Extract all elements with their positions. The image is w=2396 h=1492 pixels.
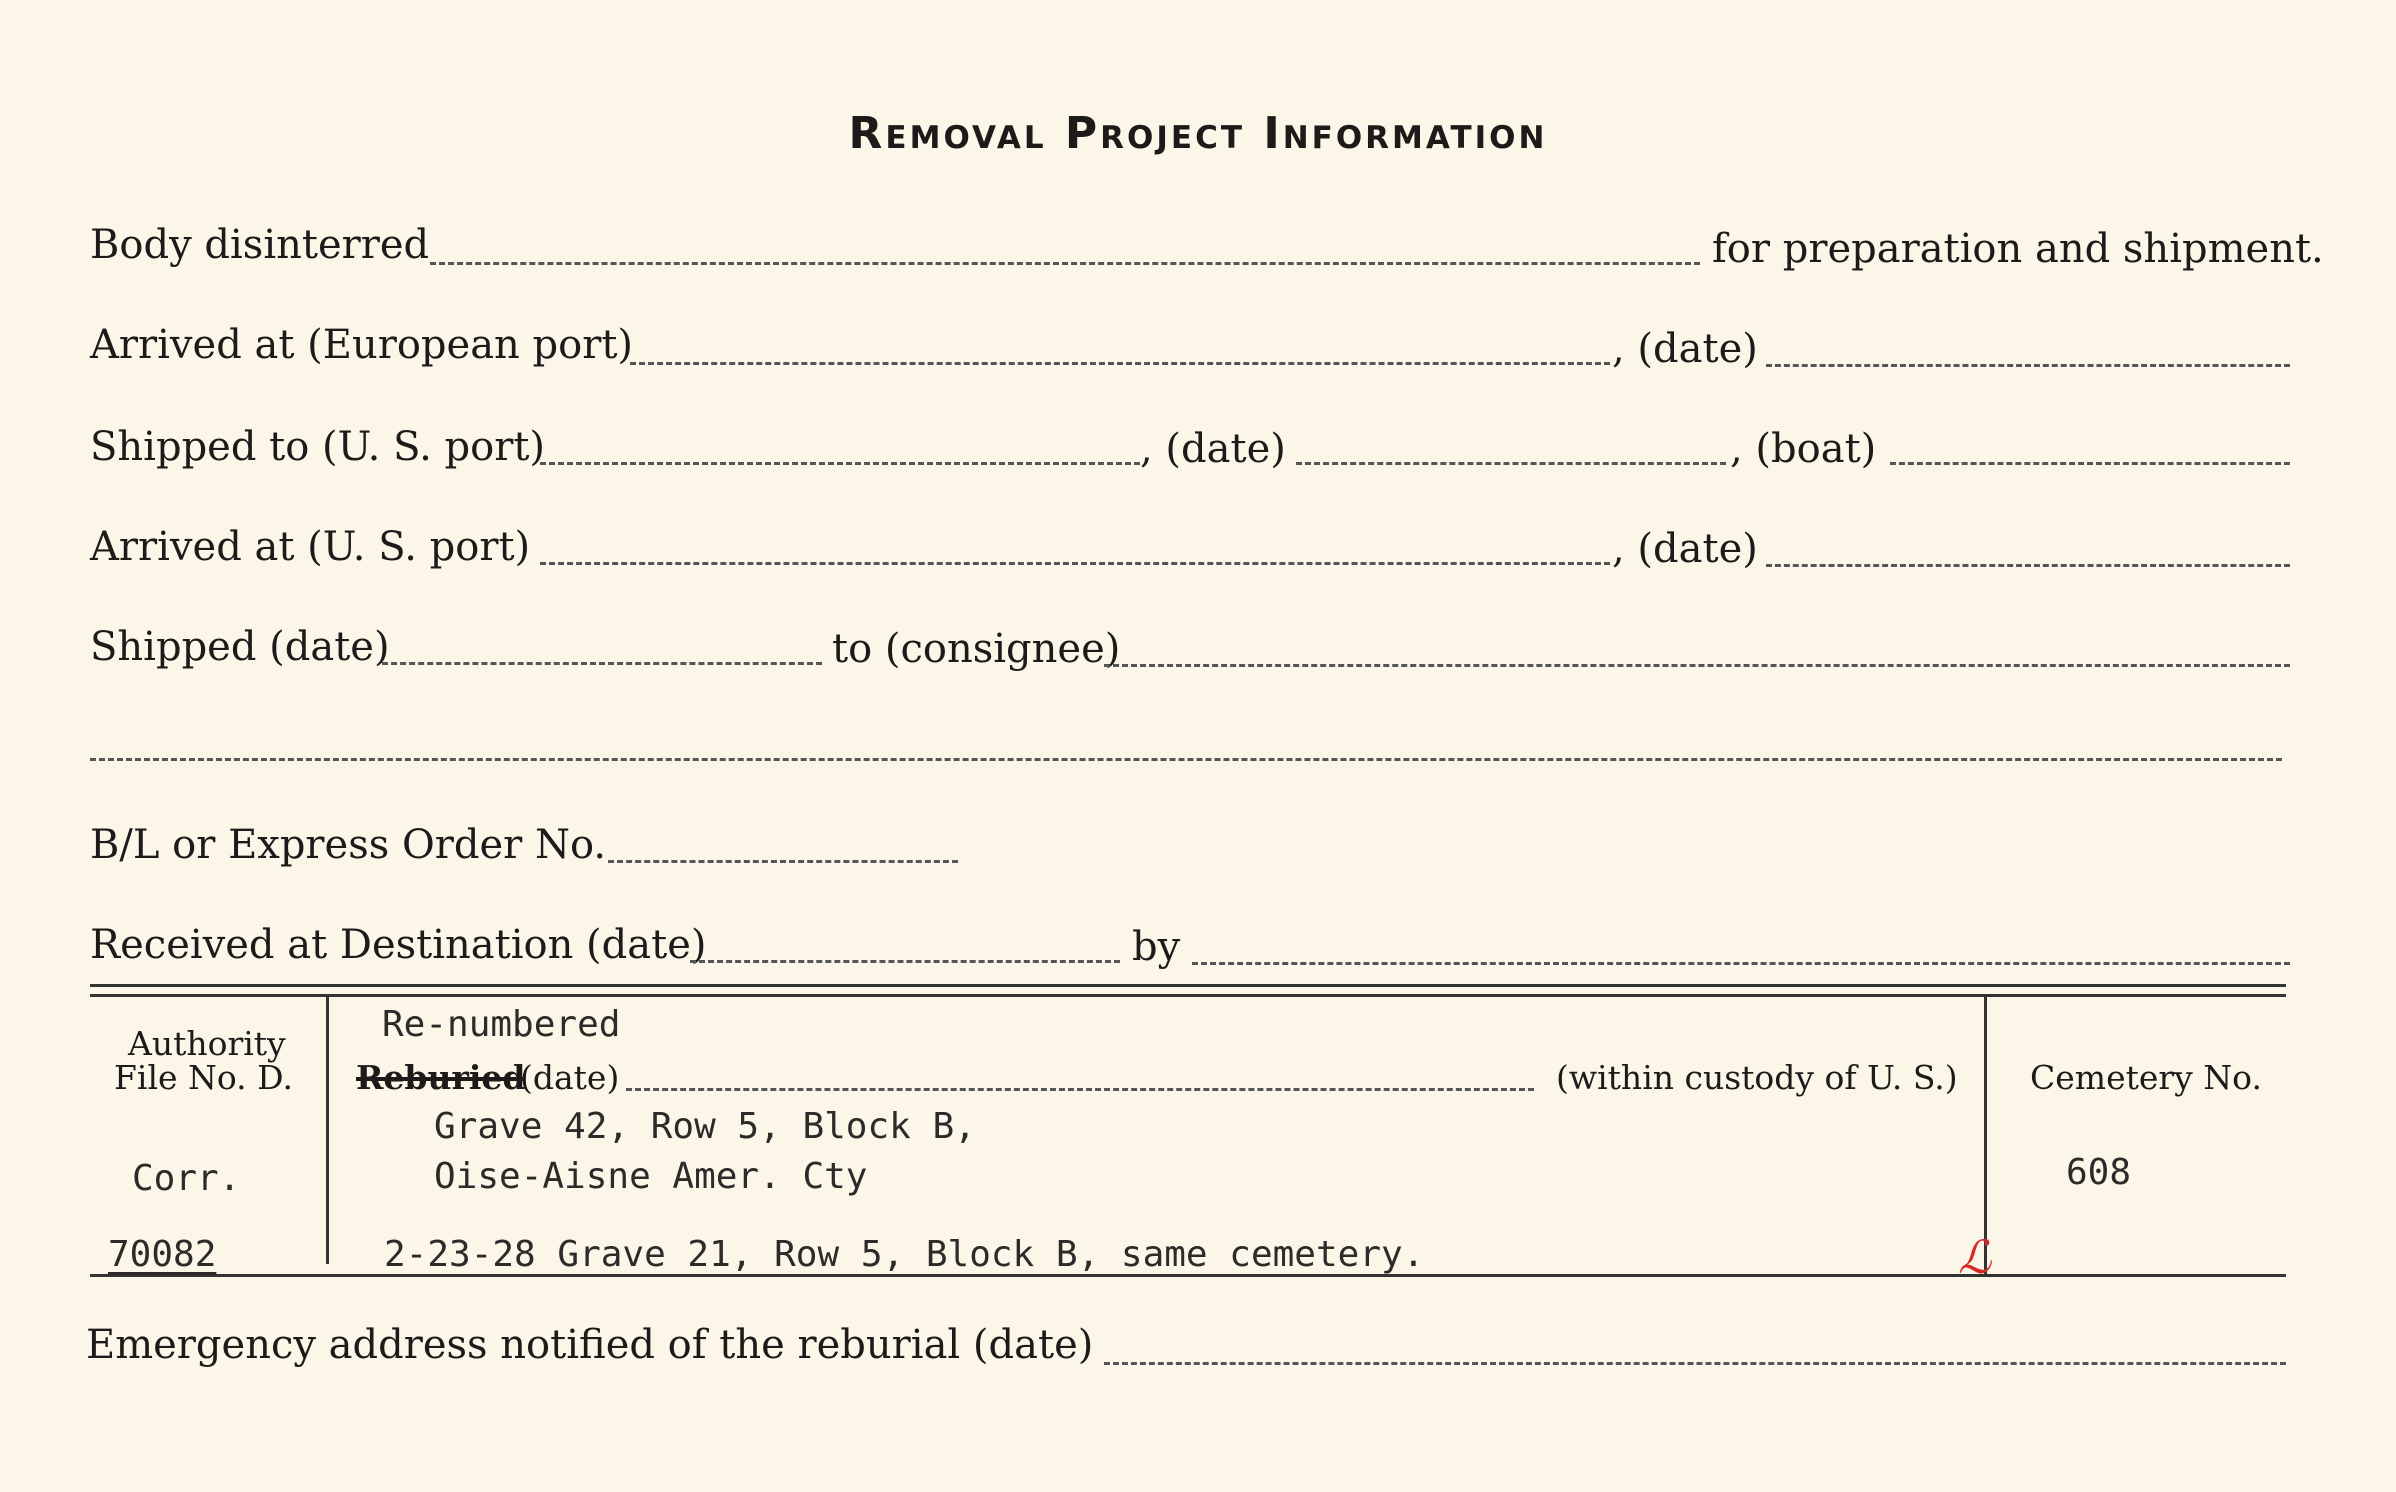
file-number: 70082 bbox=[108, 1234, 217, 1275]
bl-order-line bbox=[608, 860, 958, 863]
body-disinterred-label: Body disinterred bbox=[90, 222, 430, 268]
received-date-line bbox=[690, 960, 1120, 963]
date-line-1 bbox=[1766, 364, 2290, 367]
date-label-2: , (date) bbox=[1140, 426, 1286, 472]
received-by-line bbox=[1192, 962, 2290, 965]
us-port-line bbox=[540, 462, 1140, 465]
bl-express-order-label: B/L or Express Order No. bbox=[90, 822, 607, 868]
cemetery-no-label: Cemetery No. bbox=[2030, 1058, 2262, 1097]
for-preparation-label: for preparation and shipment. bbox=[1712, 226, 2324, 272]
received-destination-label: Received at Destination (date) bbox=[90, 922, 707, 968]
by-label: by bbox=[1132, 924, 1181, 970]
european-port-line bbox=[630, 362, 1610, 365]
date-label-3: , (date) bbox=[1612, 526, 1758, 572]
table-top-rule bbox=[90, 984, 2286, 987]
arrived-us-port-line bbox=[540, 562, 1610, 565]
grave-line-3: 2-23-28 Grave 21, Row 5, Block B, same cemetery. bbox=[384, 1234, 1425, 1275]
table-divider-left bbox=[326, 996, 329, 1264]
shipped-date-line bbox=[382, 662, 822, 665]
consignee-line bbox=[1104, 664, 2290, 667]
red-check-mark: ℒ bbox=[1958, 1230, 1992, 1284]
cemetery-number: 608 bbox=[2066, 1152, 2132, 1193]
consignee-label: to (consignee) bbox=[832, 626, 1121, 672]
date-line-3 bbox=[1766, 564, 2290, 567]
consignee-continuation-line bbox=[90, 758, 2282, 761]
corr-text: Corr. bbox=[132, 1158, 241, 1199]
boat-line bbox=[1890, 462, 2290, 465]
shipped-us-port-label: Shipped to (U. S. port) bbox=[90, 424, 545, 470]
authority-label: Authority bbox=[128, 1024, 286, 1063]
reburied-label: Reburied bbox=[356, 1058, 526, 1097]
page-title: Removal Project Information bbox=[848, 108, 1548, 159]
renumbered-stamp: Re-numbered bbox=[382, 1004, 621, 1045]
grave-line-2: Oise-Aisne Amer. Cty bbox=[434, 1156, 868, 1197]
emergency-date-line bbox=[1104, 1362, 2286, 1365]
date-line-2 bbox=[1296, 462, 1726, 465]
custody-label: (within custody of U. S.) bbox=[1556, 1058, 1958, 1097]
boat-label: , (boat) bbox=[1730, 426, 1877, 472]
reburied-date-label: (date) bbox=[520, 1058, 620, 1097]
body-disinterred-line bbox=[430, 262, 1700, 265]
grave-line-1: Grave 42, Row 5, Block B, bbox=[434, 1106, 976, 1147]
file-no-label: File No. D. bbox=[114, 1058, 293, 1097]
shipped-date-label: Shipped (date) bbox=[90, 624, 390, 670]
arrived-us-port-label: Arrived at (U. S. port) bbox=[90, 524, 531, 570]
date-label-1: , (date) bbox=[1612, 326, 1758, 372]
reburied-date-line bbox=[626, 1088, 1534, 1091]
arrived-european-port-label: Arrived at (European port) bbox=[90, 322, 634, 368]
table-top-rule-2 bbox=[90, 994, 2286, 997]
emergency-address-label: Emergency address notified of the reburial (date) bbox=[86, 1322, 1094, 1368]
